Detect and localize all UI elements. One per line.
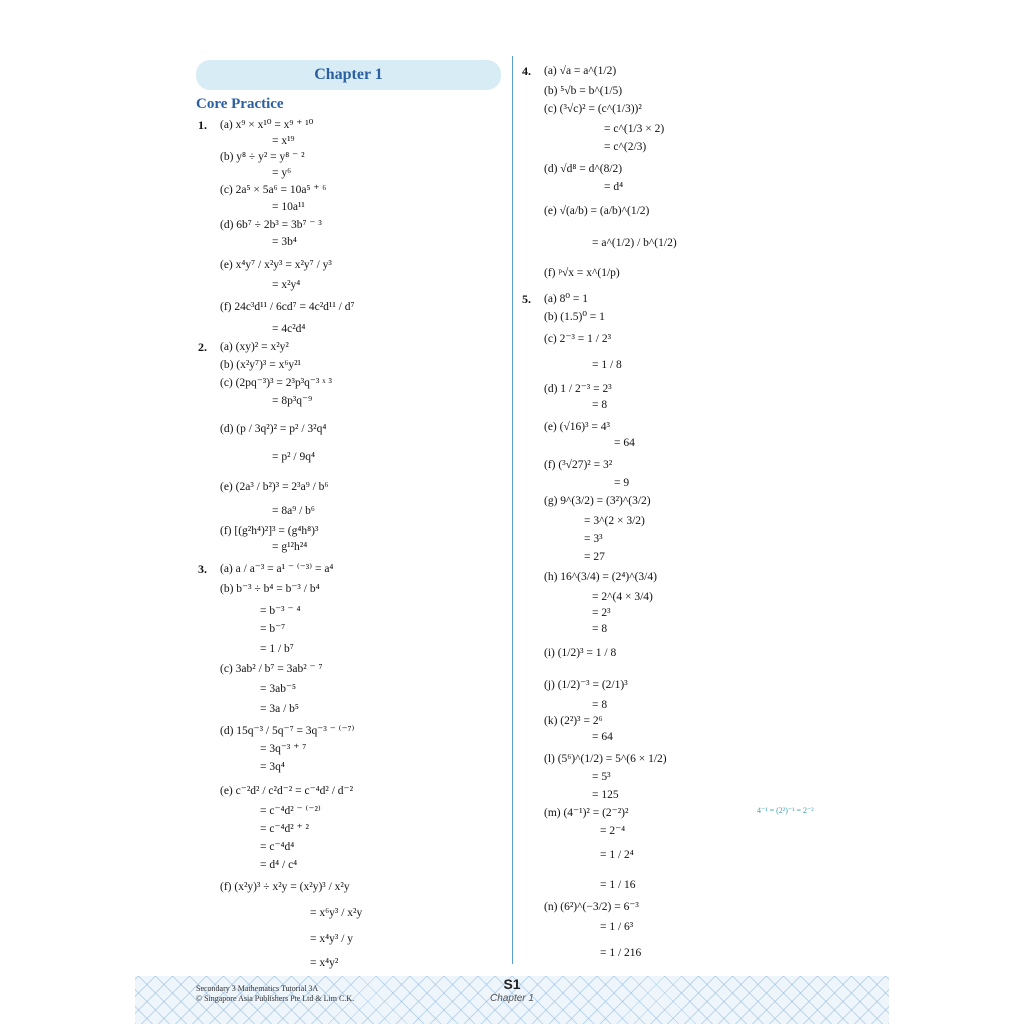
solution-line: = 1 / 6³ (600, 921, 634, 933)
solution-line: (e) (2a³ / b²)³ = 2³a⁹ / b⁶ (220, 481, 329, 493)
solution-line: (e) c⁻²d² / c²d⁻² = c⁻⁴d² / d⁻² (220, 785, 354, 797)
solution-line: (k) (2²)³ = 2⁶ (544, 715, 603, 727)
solution-line: = 2^(4 × 3/4) (592, 591, 653, 603)
solution-line: = 1 / 16 (600, 879, 636, 891)
solution-line: (c) (2pq⁻³)³ = 2³p³q⁻³ ˣ ³ (220, 377, 332, 389)
solution-line: = 2³ (592, 607, 611, 619)
solution-line: (e) (√16)³ = 4³ (544, 421, 610, 433)
chapter-title: Chapter 1 (314, 66, 383, 83)
solution-line: (c) 3ab² / b⁷ = 3ab² ⁻ ⁷ (220, 663, 323, 675)
solution-line: = c^(1/3 × 2) (604, 123, 665, 135)
question-number: 1. (198, 118, 207, 132)
solution-line: = 64 (614, 437, 635, 449)
column-divider (512, 56, 513, 964)
question-number: 2. (198, 340, 207, 354)
footer-credits (196, 984, 354, 1004)
solution-line: = c^(2/3) (604, 141, 647, 153)
solution-line: = 3ab⁻⁵ (260, 683, 297, 695)
solution-line: = 3³ (584, 533, 603, 545)
solution-line: = 64 (592, 731, 613, 743)
solution-line: (b) ⁵√b = b^(1/5) (544, 85, 623, 97)
solution-line: = d⁴ (604, 181, 624, 193)
solution-line: = c⁻⁴d² ⁺ ² (260, 823, 310, 835)
question-number: 3. (198, 562, 207, 576)
solution-line: (e) x⁴y⁷ / x²y³ = x²y⁷ / y³ (220, 259, 332, 271)
solution-line: = d⁴ / c⁴ (260, 859, 298, 871)
solution-line: = 8 (592, 623, 608, 635)
solution-line: = 8a⁹ / b⁶ (272, 505, 315, 517)
solution-line: (d) √d⁸ = d^(8/2) (544, 163, 623, 175)
page-number: S1 (503, 976, 521, 992)
solution-line: (a) √a = a^(1/2) (544, 65, 617, 77)
solution-line: = p² / 9q⁴ (272, 451, 316, 463)
solution-line: = 8p³q⁻⁹ (272, 395, 313, 407)
solution-line: (h) 16^(3/4) = (2⁴)^(3/4) (544, 571, 657, 583)
solution-line: (b) (x²y⁷)³ = x⁶y²¹ (220, 359, 301, 371)
solution-line: = 8 (592, 399, 608, 411)
section-title: Core Practice (196, 96, 284, 112)
solution-line: (m) (4⁻¹)² = (2⁻²)² (544, 807, 629, 819)
solution-line: (b) b⁻³ ÷ b⁴ = b⁻³ / b⁴ (220, 583, 320, 595)
solution-line: (f) (³√27)² = 3² (544, 459, 613, 471)
solution-line: (i) (1/2)³ = 1 / 8 (544, 647, 617, 659)
solution-line: = 1 / b⁷ (260, 643, 294, 655)
solution-line: (a) x⁹ × x¹⁰ = x⁹ ⁺ ¹⁰ (220, 119, 314, 131)
solution-line: = 125 (592, 789, 619, 801)
solution-line: (n) (6²)^(−3/2) = 6⁻³ (544, 901, 639, 913)
solution-line: = c⁻⁴d⁴ (260, 841, 295, 853)
solution-line: = c⁻⁴d² ⁻ ⁽⁻²⁾ (260, 805, 321, 817)
solution-line: (g) 9^(3/2) = (3²)^(3/2) (544, 495, 651, 507)
solution-line: = x¹⁹ (272, 135, 295, 147)
solution-line: = y⁶ (272, 167, 292, 179)
solution-line: (d) (p / 3q²)² = p² / 3²q⁴ (220, 423, 327, 435)
solution-line: (c) 2⁻³ = 1 / 2³ (544, 333, 612, 345)
solution-line: = 4c²d⁴ (272, 323, 306, 335)
solution-line: (a) (xy)² = x²y² (220, 341, 289, 353)
solution-line: = 5³ (592, 771, 611, 783)
question-number: 4. (522, 64, 531, 78)
solution-line: = g¹²h²⁴ (272, 541, 308, 553)
solution-line: = 10a¹¹ (272, 201, 305, 213)
solution-line: = 3q⁻³ ⁺ ⁷ (260, 743, 307, 755)
solution-line: = 8 (592, 699, 608, 711)
solution-line: (b) y⁸ ÷ y² = y⁸ ⁻ ² (220, 151, 305, 163)
solution-line: = x⁴y² (310, 957, 339, 969)
solution-line: (e) √(a/b) = (a/b)^(1/2) (544, 205, 650, 217)
solution-line: = 3^(2 × 3/2) (584, 515, 645, 527)
solution-line: (d) 15q⁻³ / 5q⁻⁷ = 3q⁻³ ⁻ ⁽⁻⁷⁾ (220, 725, 355, 737)
solution-line: (l) (5⁶)^(1/2) = 5^(6 × 1/2) (544, 753, 667, 765)
solution-line: = x⁴y³ / y (310, 933, 354, 945)
solution-line: = 9 (614, 477, 630, 489)
solution-line: = 27 (584, 551, 605, 563)
question-number: 5. (522, 292, 531, 306)
solution-line: (c) (³√c)² = (c^(1/3))² (544, 103, 642, 115)
solution-line: = 3b⁴ (272, 236, 297, 248)
footer-book-title: Secondary 3 Mathematics Tutorial 3A (196, 984, 319, 993)
solution-line: = b⁻⁷ (260, 623, 286, 635)
solution-line: (b) (1.5)⁰ = 1 (544, 311, 605, 323)
margin-note: 4⁻¹ = (2²)⁻¹ = 2⁻² (757, 806, 814, 815)
footer-copyright: © Singapore Asia Publishers Pte Ltd & Lim C.K. (196, 994, 355, 1003)
solution-line: = 3a / b⁵ (260, 703, 299, 715)
solution-line: (f) ᵖ√x = x^(1/p) (544, 267, 620, 279)
solution-line: = b⁻³ ⁻ ⁴ (260, 605, 301, 617)
solution-line: = x²y⁴ (272, 279, 301, 291)
solution-line: (j) (1/2)⁻³ = (2/1)³ (544, 679, 628, 691)
solution-line: = 3q⁴ (260, 761, 285, 773)
solution-line: (d) 6b⁷ ÷ 2b³ = 3b⁷ ⁻ ³ (220, 219, 322, 231)
solution-line: = 2⁻⁴ (600, 825, 626, 837)
solution-line: = x⁶y³ / x²y (310, 907, 363, 919)
solution-line: (a) 8⁰ = 1 (544, 293, 588, 305)
solution-line: (a) a / a⁻³ = a¹ ⁻ ⁽⁻³⁾ = a⁴ (220, 563, 334, 575)
solution-line: = a^(1/2) / b^(1/2) (592, 237, 677, 249)
chapter-banner (196, 60, 501, 90)
solution-line: = 1 / 216 (600, 947, 642, 959)
solution-line: (d) 1 / 2⁻³ = 2³ (544, 383, 612, 395)
solution-line: (f) (x²y)³ ÷ x²y = (x²y)³ / x²y (220, 881, 350, 893)
solution-line: (c) 2a⁵ × 5a⁶ = 10a⁵ ⁺ ⁶ (220, 184, 327, 196)
solution-line: = 1 / 8 (592, 359, 622, 371)
solution-line: (f) [(g²h⁴)²]³ = (g⁴h⁸)³ (220, 525, 319, 537)
solution-line: = 1 / 2⁴ (600, 849, 634, 861)
solution-line: (f) 24c³d¹¹ / 6cd⁷ = 4c²d¹¹ / d⁷ (220, 301, 355, 313)
footer-chapter: Chapter 1 (490, 993, 534, 1004)
